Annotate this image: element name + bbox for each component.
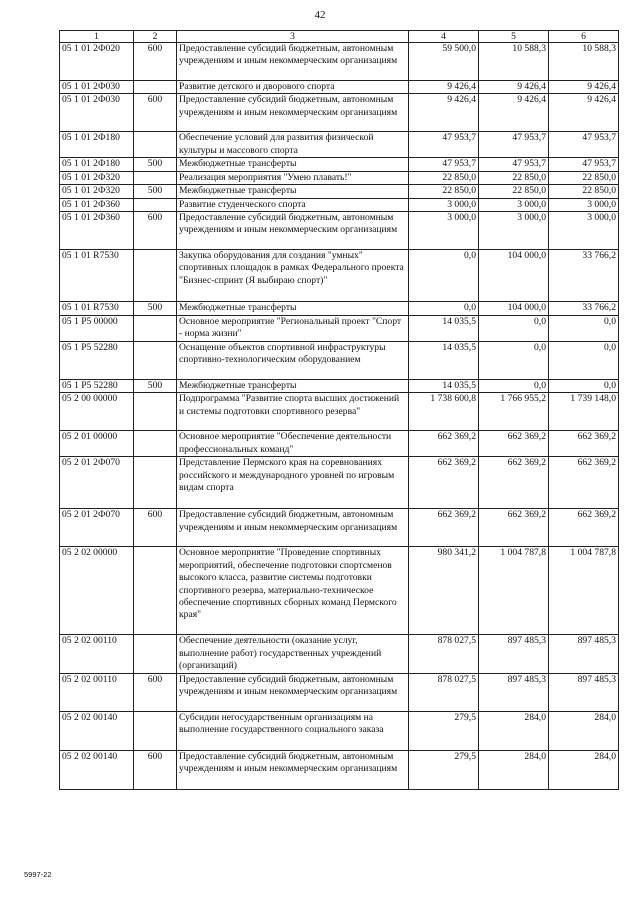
- row-value-year1: 47 953,7: [409, 158, 479, 171]
- row-value-year1: 662 369,2: [409, 457, 479, 509]
- row-code: 05 1 P5 00000: [60, 316, 134, 342]
- row-value-year3: 22 850,0: [549, 171, 619, 184]
- row-value-year3: 33 766,2: [549, 302, 619, 316]
- row-value-year1: 3 000,0: [409, 212, 479, 250]
- row-name: Реализация мероприятия "Умею плавать!": [177, 171, 409, 184]
- table-row: [60, 132, 619, 158]
- table-row: [60, 711, 619, 750]
- row-value-year2: 1 004 787,8: [479, 547, 549, 635]
- row-value-year3: 10 588,3: [549, 43, 619, 81]
- row-name: Межбюджетные трансферты: [177, 302, 409, 316]
- row-value-year3: 47 953,7: [549, 132, 619, 158]
- row-value-year2: 9 426,4: [479, 81, 549, 94]
- row-code: 05 2 02 00000: [60, 547, 134, 635]
- table-row: [60, 250, 619, 302]
- column-header: 5: [479, 31, 549, 43]
- table-row: [60, 171, 619, 184]
- table-row: [60, 94, 619, 132]
- row-value-year1: 22 850,0: [409, 171, 479, 184]
- row-expense-type: 600: [134, 750, 177, 789]
- row-value-year1: 9 426,4: [409, 94, 479, 132]
- row-code: 05 1 01 2Ф180: [60, 158, 134, 171]
- row-value-year3: 1 739 148,0: [549, 393, 619, 431]
- row-value-year1: 662 369,2: [409, 509, 479, 547]
- row-value-year1: 0,0: [409, 302, 479, 316]
- table-row: [60, 380, 619, 393]
- document-id: 5997-22: [24, 870, 52, 879]
- row-name: Предоставление субсидий бюджетным, автономным учреждениям и иным некоммерческим организациям: [177, 212, 409, 250]
- row-name: Межбюджетные трансферты: [177, 380, 409, 393]
- row-name: Предоставление субсидий бюджетным, автономным учреждениям и иным некоммерческим организациям: [177, 509, 409, 547]
- table-row: [60, 673, 619, 711]
- row-expense-type: 600: [134, 509, 177, 547]
- row-name: Обеспечение деятельности (оказание услуг, выполнение работ) государственных учреждений (организаций): [177, 635, 409, 673]
- row-code: 05 1 01 2Ф320: [60, 171, 134, 184]
- row-expense-type: 600: [134, 673, 177, 711]
- header-row: [60, 31, 619, 43]
- row-name: Субсидии негосударственным организациям на выполнение государственного социального заказа: [177, 711, 409, 750]
- row-code: 05 2 02 00110: [60, 673, 134, 711]
- row-expense-type: [134, 342, 177, 380]
- row-value-year2: 47 953,7: [479, 158, 549, 171]
- row-code: 05 2 02 00140: [60, 711, 134, 750]
- row-value-year3: 0,0: [549, 342, 619, 380]
- table-row: [60, 457, 619, 509]
- table-row: [60, 302, 619, 316]
- row-value-year2: 3 000,0: [479, 198, 549, 211]
- row-value-year3: 662 369,2: [549, 457, 619, 509]
- row-code: 05 1 01 2Ф180: [60, 132, 134, 158]
- table-row: [60, 431, 619, 457]
- table-row: [60, 185, 619, 198]
- row-expense-type: [134, 547, 177, 635]
- row-expense-type: [134, 457, 177, 509]
- table-row: [60, 635, 619, 673]
- row-value-year3: 3 000,0: [549, 212, 619, 250]
- row-name: Предоставление субсидий бюджетным, автономным учреждениям и иным некоммерческим организациям: [177, 750, 409, 789]
- row-name: Основное мероприятие "Проведение спортивных мероприятий, обеспечение подготовки спортсменов высокого класса, развитие системы подготовки спортивного резерва, материально-техническое обеспечение спортивных сборных команд Пермского края": [177, 547, 409, 635]
- row-value-year1: 14 035,5: [409, 380, 479, 393]
- row-value-year2: 104 000,0: [479, 250, 549, 302]
- row-expense-type: 600: [134, 43, 177, 81]
- row-name: Основное мероприятие "Обеспечение деятельности профессиональных команд": [177, 431, 409, 457]
- row-value-year3: 897 485,3: [549, 635, 619, 673]
- table-row: [60, 198, 619, 211]
- row-expense-type: [134, 635, 177, 673]
- row-expense-type: 500: [134, 185, 177, 198]
- row-name: Межбюджетные трансферты: [177, 158, 409, 171]
- row-name: Развитие студенческого спорта: [177, 198, 409, 211]
- row-value-year1: 14 035,5: [409, 316, 479, 342]
- row-expense-type: [134, 198, 177, 211]
- row-value-year2: 9 426,4: [479, 94, 549, 132]
- row-name: Представление Пермского края на соревнованиях российского и международного уровней по игровым видам спорта: [177, 457, 409, 509]
- row-value-year2: 284,0: [479, 750, 549, 789]
- row-code: 05 2 01 2Ф070: [60, 457, 134, 509]
- row-name: Предоставление субсидий бюджетным, автономным учреждениям и иным некоммерческим организациям: [177, 94, 409, 132]
- row-value-year3: 662 369,2: [549, 431, 619, 457]
- row-value-year1: 279,5: [409, 750, 479, 789]
- page-number: 42: [314, 9, 326, 21]
- row-value-year1: 980 341,2: [409, 547, 479, 635]
- table-row: [60, 393, 619, 431]
- row-value-year3: 1 004 787,8: [549, 547, 619, 635]
- row-code: 05 1 01 2Ф030: [60, 94, 134, 132]
- row-code: 05 2 01 2Ф070: [60, 509, 134, 547]
- row-value-year1: 662 369,2: [409, 431, 479, 457]
- row-code: 05 2 02 00140: [60, 750, 134, 789]
- row-value-year2: 0,0: [479, 316, 549, 342]
- table-row: [60, 43, 619, 81]
- table-row: [60, 547, 619, 635]
- row-name: Основное мероприятие "Региональный проект "Спорт - норма жизни": [177, 316, 409, 342]
- table-row: [60, 342, 619, 380]
- row-expense-type: [134, 132, 177, 158]
- row-value-year2: 10 588,3: [479, 43, 549, 81]
- row-code: 05 1 01 2Ф020: [60, 43, 134, 81]
- row-value-year2: 1 766 955,2: [479, 393, 549, 431]
- row-code: 05 1 01 2Ф030: [60, 81, 134, 94]
- row-value-year1: 3 000,0: [409, 198, 479, 211]
- row-code: 05 1 01 R7530: [60, 302, 134, 316]
- row-value-year1: 0,0: [409, 250, 479, 302]
- row-code: 05 1 P5 52280: [60, 342, 134, 380]
- row-value-year1: 22 850,0: [409, 185, 479, 198]
- table-row: [60, 81, 619, 94]
- row-expense-type: 600: [134, 212, 177, 250]
- row-value-year3: 3 000,0: [549, 198, 619, 211]
- row-value-year1: 279,5: [409, 711, 479, 750]
- row-value-year2: 662 369,2: [479, 457, 549, 509]
- row-value-year2: 284,0: [479, 711, 549, 750]
- row-value-year1: 47 953,7: [409, 132, 479, 158]
- row-value-year3: 284,0: [549, 750, 619, 789]
- row-value-year2: 47 953,7: [479, 132, 549, 158]
- row-expense-type: [134, 171, 177, 184]
- row-value-year2: 104 000,0: [479, 302, 549, 316]
- row-value-year2: 22 850,0: [479, 171, 549, 184]
- row-code: 05 2 00 00000: [60, 393, 134, 431]
- row-value-year1: 878 027,5: [409, 673, 479, 711]
- row-expense-type: 500: [134, 158, 177, 171]
- row-expense-type: 500: [134, 380, 177, 393]
- row-code: 05 1 01 2Ф360: [60, 212, 134, 250]
- row-name: Предоставление субсидий бюджетным, автономным учреждениям и иным некоммерческим организациям: [177, 43, 409, 81]
- row-value-year3: 9 426,4: [549, 81, 619, 94]
- row-value-year1: 59 500,0: [409, 43, 479, 81]
- row-name: Развитие детского и дворового спорта: [177, 81, 409, 94]
- row-value-year3: 47 953,7: [549, 158, 619, 171]
- row-expense-type: [134, 81, 177, 94]
- row-name: Межбюджетные трансферты: [177, 185, 409, 198]
- row-value-year3: 284,0: [549, 711, 619, 750]
- row-value-year2: 0,0: [479, 380, 549, 393]
- row-expense-type: 500: [134, 302, 177, 316]
- table-row: [60, 316, 619, 342]
- table-row: [60, 509, 619, 547]
- row-value-year3: 22 850,0: [549, 185, 619, 198]
- row-value-year3: 33 766,2: [549, 250, 619, 302]
- column-header: 1: [60, 31, 134, 43]
- row-value-year3: 9 426,4: [549, 94, 619, 132]
- row-expense-type: 600: [134, 94, 177, 132]
- row-name: Обеспечение условий для развития физической культуры и массового спорта: [177, 132, 409, 158]
- row-name: Предоставление субсидий бюджетным, автономным учреждениям и иным некоммерческим организациям: [177, 673, 409, 711]
- row-value-year2: 897 485,3: [479, 673, 549, 711]
- row-code: 05 1 01 2Ф320: [60, 185, 134, 198]
- row-code: 05 2 02 00110: [60, 635, 134, 673]
- row-value-year2: 3 000,0: [479, 212, 549, 250]
- row-name: Оснащение объектов спортивной инфраструктуры спортивно-технологическим оборудованием: [177, 342, 409, 380]
- row-value-year1: 1 738 600,8: [409, 393, 479, 431]
- row-value-year2: 662 369,2: [479, 509, 549, 547]
- column-header: 2: [134, 31, 177, 43]
- row-expense-type: [134, 431, 177, 457]
- row-value-year1: 9 426,4: [409, 81, 479, 94]
- row-value-year2: 662 369,2: [479, 431, 549, 457]
- budget-table: [59, 30, 619, 790]
- row-expense-type: [134, 316, 177, 342]
- row-value-year3: 897 485,3: [549, 673, 619, 711]
- row-name: Закупка оборудования для создания "умных" спортивных площадок в рамках Федерального проекта "Бизнес-спринт (Я выбираю спорт)": [177, 250, 409, 302]
- column-header: 3: [177, 31, 409, 43]
- row-code: 05 1 P5 52280: [60, 380, 134, 393]
- table-row: [60, 158, 619, 171]
- column-header: 6: [549, 31, 619, 43]
- row-value-year3: 0,0: [549, 316, 619, 342]
- row-value-year2: 22 850,0: [479, 185, 549, 198]
- row-code: 05 1 01 2Ф360: [60, 198, 134, 211]
- table-row: [60, 750, 619, 789]
- row-expense-type: [134, 393, 177, 431]
- row-value-year2: 897 485,3: [479, 635, 549, 673]
- column-header: 4: [409, 31, 479, 43]
- row-value-year3: 662 369,2: [549, 509, 619, 547]
- row-code: 05 2 01 00000: [60, 431, 134, 457]
- row-value-year2: 0,0: [479, 342, 549, 380]
- row-value-year1: 878 027,5: [409, 635, 479, 673]
- row-value-year1: 14 035,5: [409, 342, 479, 380]
- row-code: 05 1 01 R7530: [60, 250, 134, 302]
- row-name: Подпрограмма "Развитие спорта высших достижений и системы подготовки спортивного резерва": [177, 393, 409, 431]
- row-value-year3: 0,0: [549, 380, 619, 393]
- table-row: [60, 212, 619, 250]
- row-expense-type: [134, 250, 177, 302]
- row-expense-type: [134, 711, 177, 750]
